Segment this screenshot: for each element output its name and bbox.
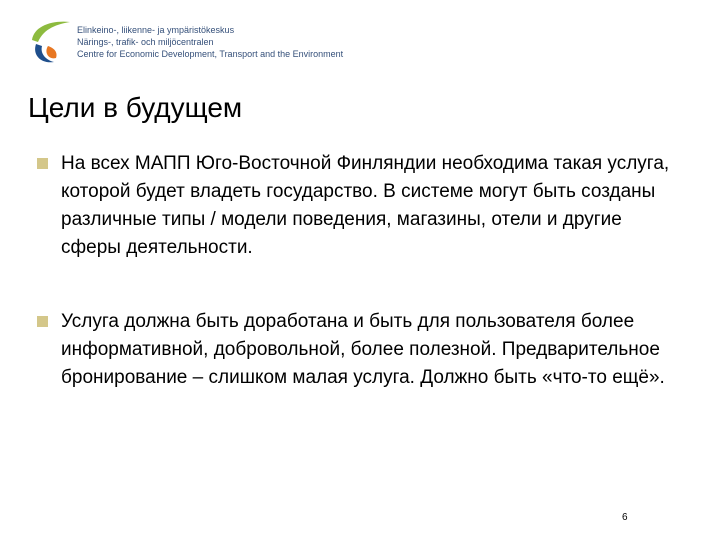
organization-name: [77, 24, 343, 60]
square-bullet-icon: [37, 158, 48, 169]
page-number: 6: [622, 512, 628, 523]
slide-title: Цели в будущем: [28, 92, 243, 123]
bullet-item: [37, 150, 687, 262]
logo-green-leaf: [32, 22, 70, 42]
bullet-text: На всех МАПП Юго-Восточной Финляндии необходима такая услуга, которой будет владеть государство. В системе могут быть созданы различные типы / модели поведения, магазины, отели и другие сферы деятельности.: [61, 153, 670, 258]
bullet-list: [37, 150, 687, 392]
organization-name-finnish: Elinkeino-, liikenne- ja ympäristökeskus: [77, 25, 235, 35]
logo-orange-drop: [46, 46, 56, 58]
bullet-text: Услуга должна быть доработана и быть для пользователя более информативной, добровольной, более полезной. Предварительное бронирование – слишком малая услуга. Должно быть «что-то ещё».: [61, 311, 665, 388]
ely-centre-logo: [28, 18, 72, 66]
square-bullet-icon: [37, 316, 48, 327]
organization-name-english: Centre for Economic Development, Transport and the Environment: [77, 49, 344, 59]
organization-name-swedish: Närings-, trafik- och miljöcentralen: [77, 37, 214, 47]
bullet-item: [37, 308, 687, 392]
